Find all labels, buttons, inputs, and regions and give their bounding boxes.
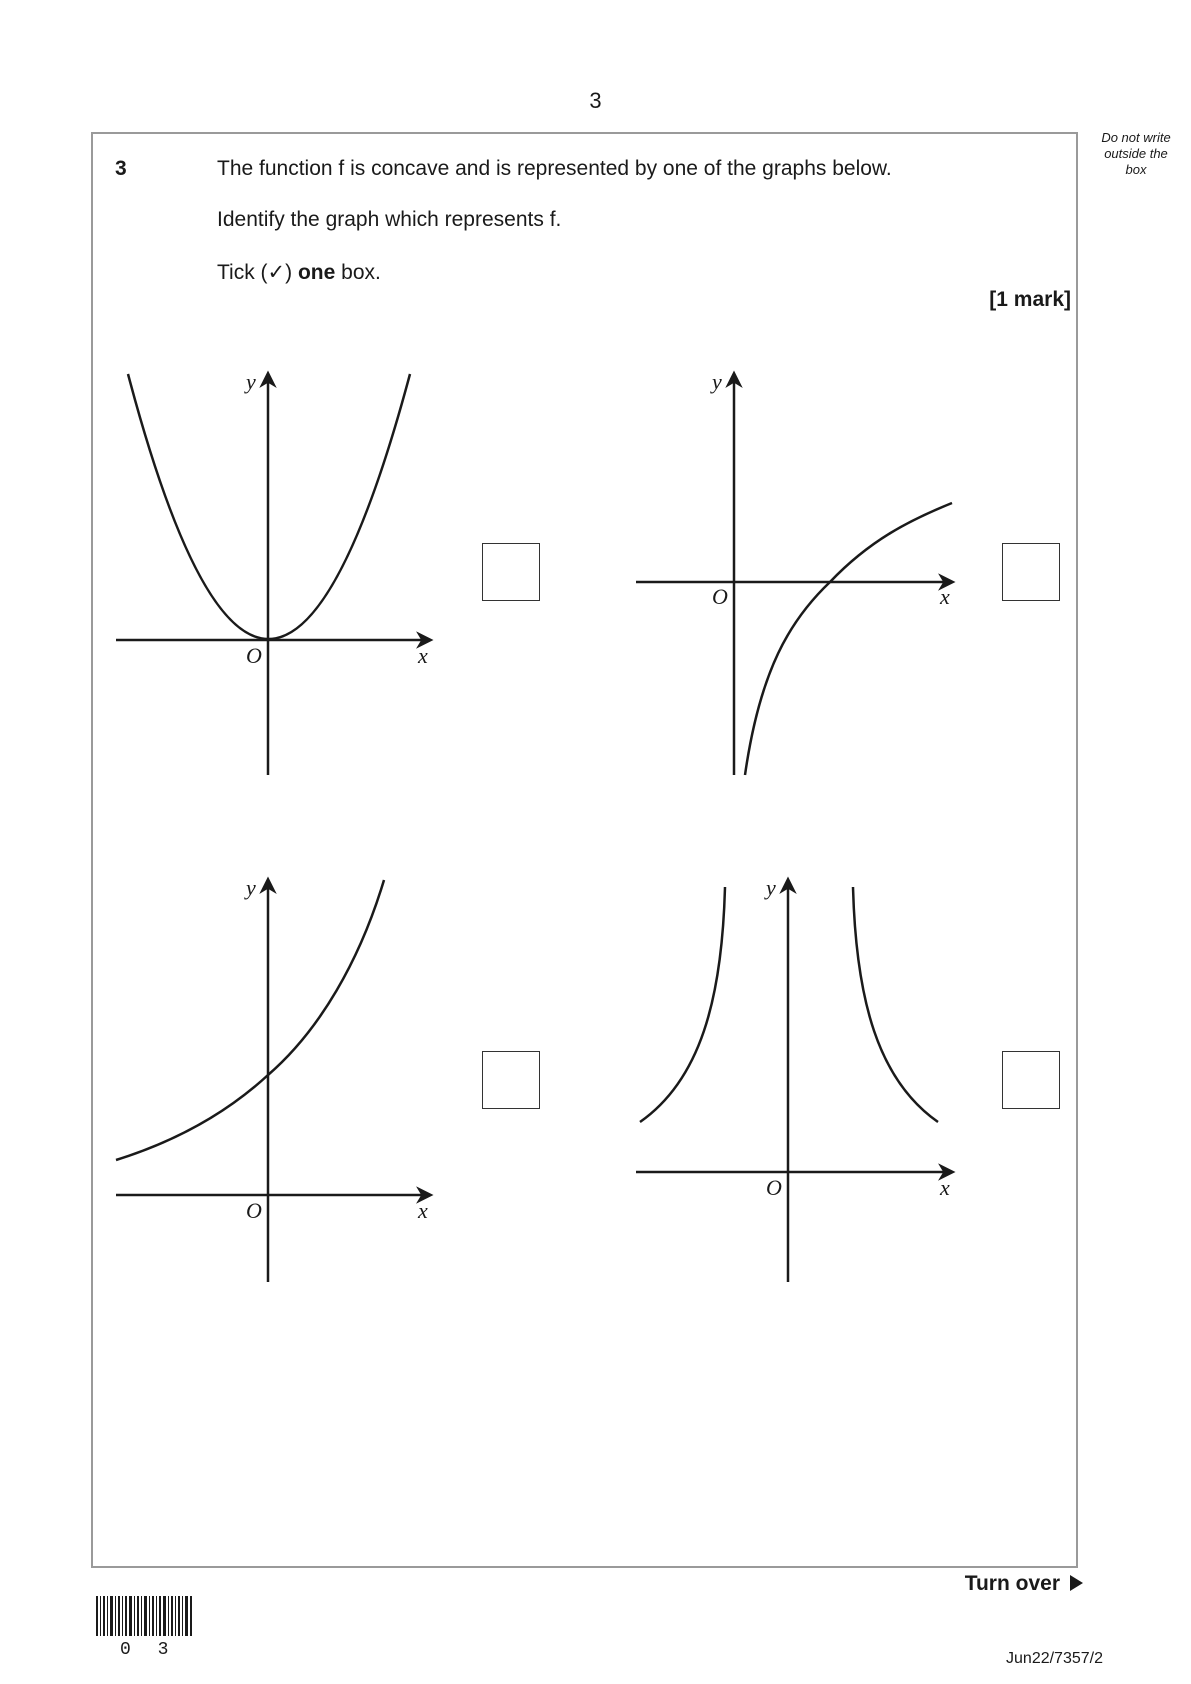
x-axis-label: x: [940, 1175, 950, 1200]
origin-label: O: [246, 1198, 262, 1223]
marks-label: [1 mark]: [989, 288, 1071, 311]
turn-over: [965, 1572, 1083, 1596]
y-axis-label: y: [766, 875, 776, 900]
margin-note: Do not write outside the box: [1101, 130, 1171, 177]
turn-over-label: Turn over: [964, 1572, 1060, 1595]
question-number: 3: [115, 157, 127, 180]
tick-box-reciprocal-squared[interactable]: [1002, 1051, 1060, 1109]
tick-box-logarithm[interactable]: [1002, 543, 1060, 601]
graph-exponential: [116, 875, 430, 1282]
y-axis-label: y: [246, 369, 256, 394]
origin-label: O: [246, 643, 262, 668]
paper-code: Jun22/7357/2: [1006, 1650, 1103, 1667]
curve-logarithm: [745, 503, 952, 775]
curve-left-branch: [640, 887, 725, 1122]
x-axis-label: x: [418, 643, 428, 668]
graph-reciprocal-squared: [636, 875, 952, 1282]
origin-label: O: [712, 584, 728, 609]
origin-label: O: [766, 1175, 782, 1200]
tick-box-parabola[interactable]: [482, 543, 540, 601]
tick-instruction-suffix: box.: [335, 261, 381, 284]
turn-over-arrow-icon: [1070, 1575, 1083, 1591]
graph-parabola: [116, 369, 430, 775]
curve-exponential: [116, 880, 384, 1160]
question-instruction: Identify the graph which represents f.: [217, 208, 562, 231]
x-axis-label: x: [418, 1198, 428, 1223]
curve-right-branch: [853, 887, 938, 1122]
x-axis-label: x: [940, 584, 950, 609]
tick-instruction-bold: one: [297, 261, 336, 284]
tick-box-exponential[interactable]: [482, 1051, 540, 1109]
barcode: [96, 1596, 194, 1636]
question-text: The function f is concave and is represented by one of the graphs below.: [217, 157, 892, 180]
barcode-digits: 0 3: [120, 1640, 177, 1660]
graph-logarithm: [636, 369, 952, 775]
y-axis-label: y: [712, 369, 722, 394]
tick-instruction-prefix: Tick (✓): [217, 261, 298, 284]
page-number: 3: [589, 88, 602, 113]
y-axis-label: y: [246, 875, 256, 900]
